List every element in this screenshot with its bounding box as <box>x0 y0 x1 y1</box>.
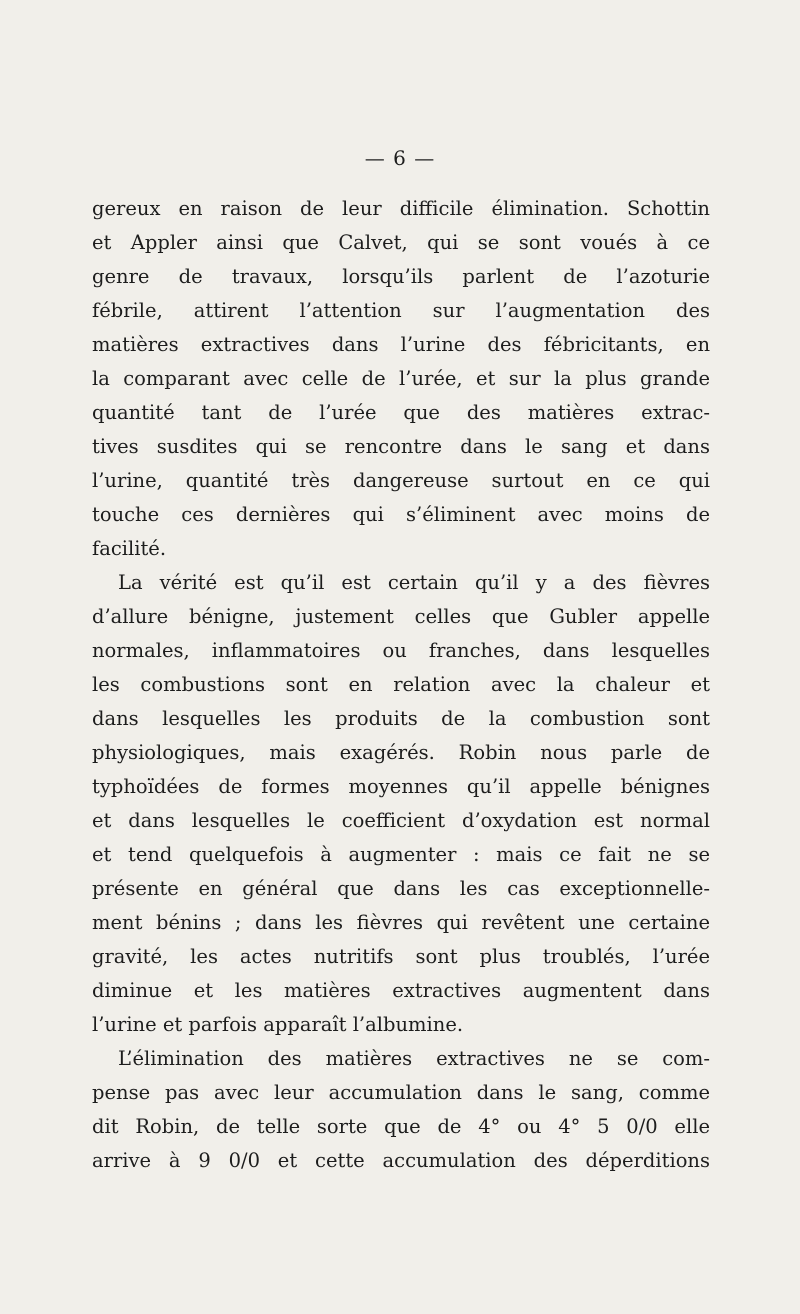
text-line: présente en général que dans les cas exceptionnelle- <box>92 877 710 900</box>
text-line: matières extractives dans l’urine des fébricitants, en <box>92 333 710 356</box>
text-line: touche ces dernières qui s’éliminent avec moins de <box>92 503 710 526</box>
paragraph <box>92 566 710 1042</box>
text-line: dit Robin, de telle sorte que de 4° ou 4° 5 0/0 elle <box>92 1115 710 1138</box>
text-line: ment bénins ; dans les fièvres qui revêtent une certaine <box>92 911 710 934</box>
text-line: l’urine, quantité très dangereuse surtout en ce qui <box>92 469 710 492</box>
text-line: typhoïdées de formes moyennes qu’il appelle bénignes <box>92 775 710 798</box>
text-line: diminue et les matières extractives augmentent dans <box>92 979 710 1002</box>
page-number: — 6 — <box>364 146 436 170</box>
text-line: tives susdites qui se rencontre dans le sang et dans <box>92 435 710 458</box>
text-line: dans lesquelles les produits de la combustion sont <box>92 707 710 730</box>
text-line: et dans lesquelles le coefficient d’oxydation est normal <box>92 809 710 832</box>
text-line: arrive à 9 0/0 et cette accumulation des déperditions <box>92 1149 710 1172</box>
body-text <box>92 192 710 1178</box>
text-line: genre de travaux, lorsqu’ils parlent de l’azoturie <box>92 265 710 288</box>
text-line: pense pas avec leur accumulation dans le sang, comme <box>92 1081 710 1104</box>
text-line: gravité, les actes nutritifs sont plus troublés, l’urée <box>92 945 710 968</box>
paragraph <box>92 1042 710 1178</box>
text-line: d’allure bénigne, justement celles que Gubler appelle <box>92 605 710 628</box>
text-line: La vérité est qu’il est certain qu’il y a des fièvres <box>118 571 710 594</box>
text-line: physiologiques, mais exagérés. Robin nous parle de <box>92 741 710 764</box>
text-line: et tend quelquefois à augmenter : mais ce fait ne se <box>92 843 710 866</box>
text-line: les combustions sont en relation avec la chaleur et <box>92 673 710 696</box>
text-line: normales, inflammatoires ou franches, dans lesquelles <box>92 639 710 662</box>
text-line: l’urine et parfois apparaît l’albumine. <box>92 1013 464 1036</box>
text-line: quantité tant de l’urée que des matières extrac- <box>92 401 710 424</box>
text-line: L’élimination des matières extractives ne se com- <box>118 1047 710 1070</box>
paragraph <box>92 192 710 566</box>
text-line: facilité. <box>92 537 167 560</box>
text-line: et Appler ainsi que Calvet, qui se sont voués à ce <box>92 231 710 254</box>
text-line: la comparant avec celle de l’urée, et sur la plus grande <box>92 367 710 390</box>
text-line: gereux en raison de leur difficile élimination. Schottin <box>92 197 710 220</box>
text-line: fébrile, attirent l’attention sur l’augmentation des <box>92 299 710 322</box>
